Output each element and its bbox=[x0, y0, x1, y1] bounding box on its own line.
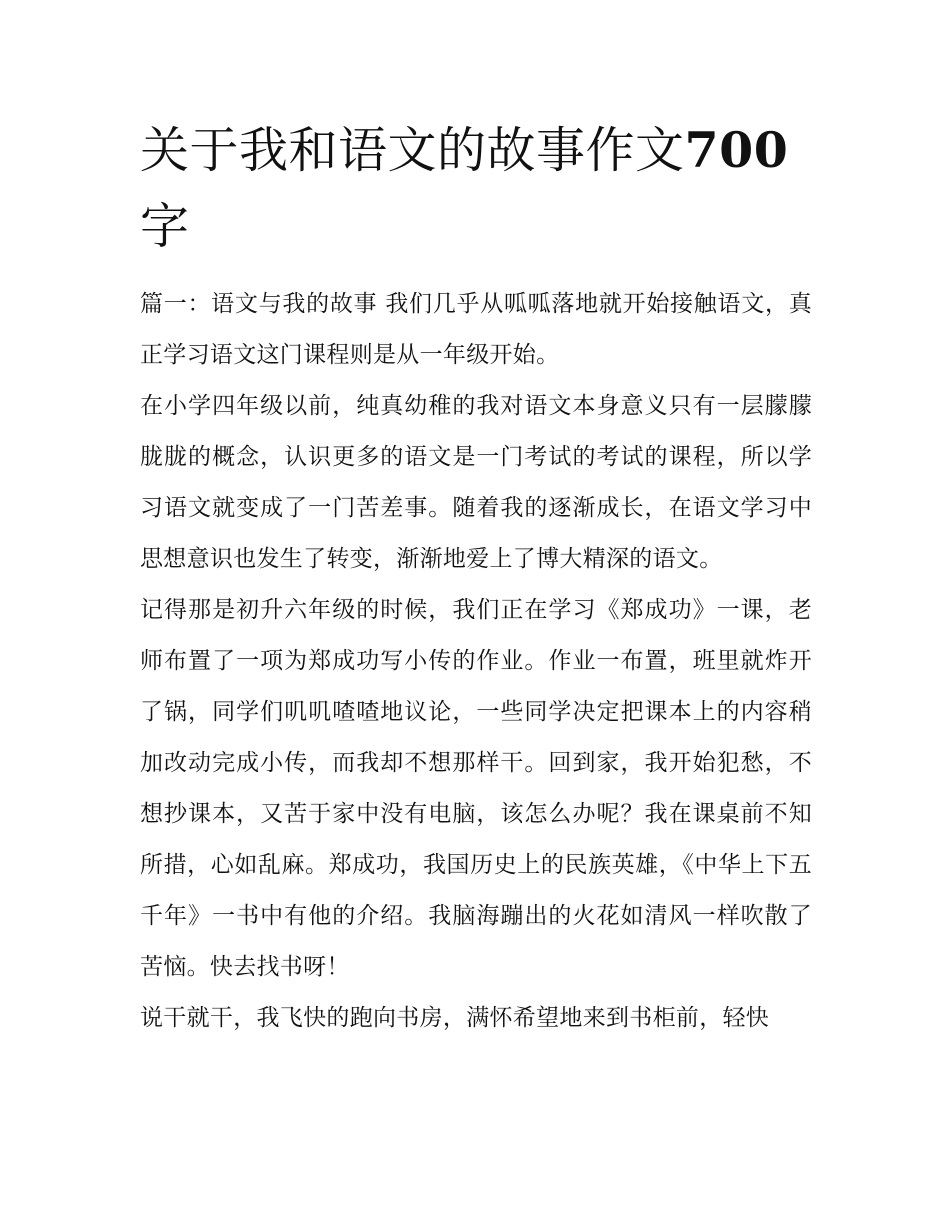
paragraph-3: 记得那是初升六年级的时候，我们正在学习《郑成功》一课，老师布置了一项为郑成功写小传的作业。作业一布置，班里就炸开了锅，同学们叽叽喳喳地议论，一些同学决定把课本上的内容稍加改动完成小传，而我却不想那样干。回到家，我开始犯愁，不想抄课本，又苦于家中没有电脑，该怎么办呢？我在课桌前不知所措，心如乱麻。郑成功，我国历史上的民族英雄，《中华上下五千年》一书中有他的介绍。我脑海蹦出的火花如清风一样吹散了苦恼。快去找书呀！ bbox=[140, 597, 812, 980]
document-title bbox=[140, 112, 820, 265]
title-number: 700 bbox=[684, 121, 789, 179]
title-suffix: 字 bbox=[140, 198, 190, 255]
paragraph-1: 篇一：语文与我的故事 我们几乎从呱呱落地就开始接触语文，真正学习语文这门课程则是从一年级开始。 bbox=[140, 291, 812, 368]
paragraph-2: 在小学四年级以前，纯真幼稚的我对语文本身意义只有一层朦朦胧胧的概念，认识更多的语文是一门考试的考试的课程，所以学习语文就变成了一门苦差事。随着我的逐渐成长，在语文学习中思想意识也发生了转变，渐渐地爱上了博大精深的语文。 bbox=[140, 393, 812, 572]
paragraph-4: 说干就干，我飞快的跑向书房，满怀希望地来到书柜前，轻快 bbox=[140, 1005, 770, 1031]
title-text: 关于我和语文的故事作文 bbox=[140, 122, 685, 179]
document-body bbox=[140, 279, 812, 1044]
